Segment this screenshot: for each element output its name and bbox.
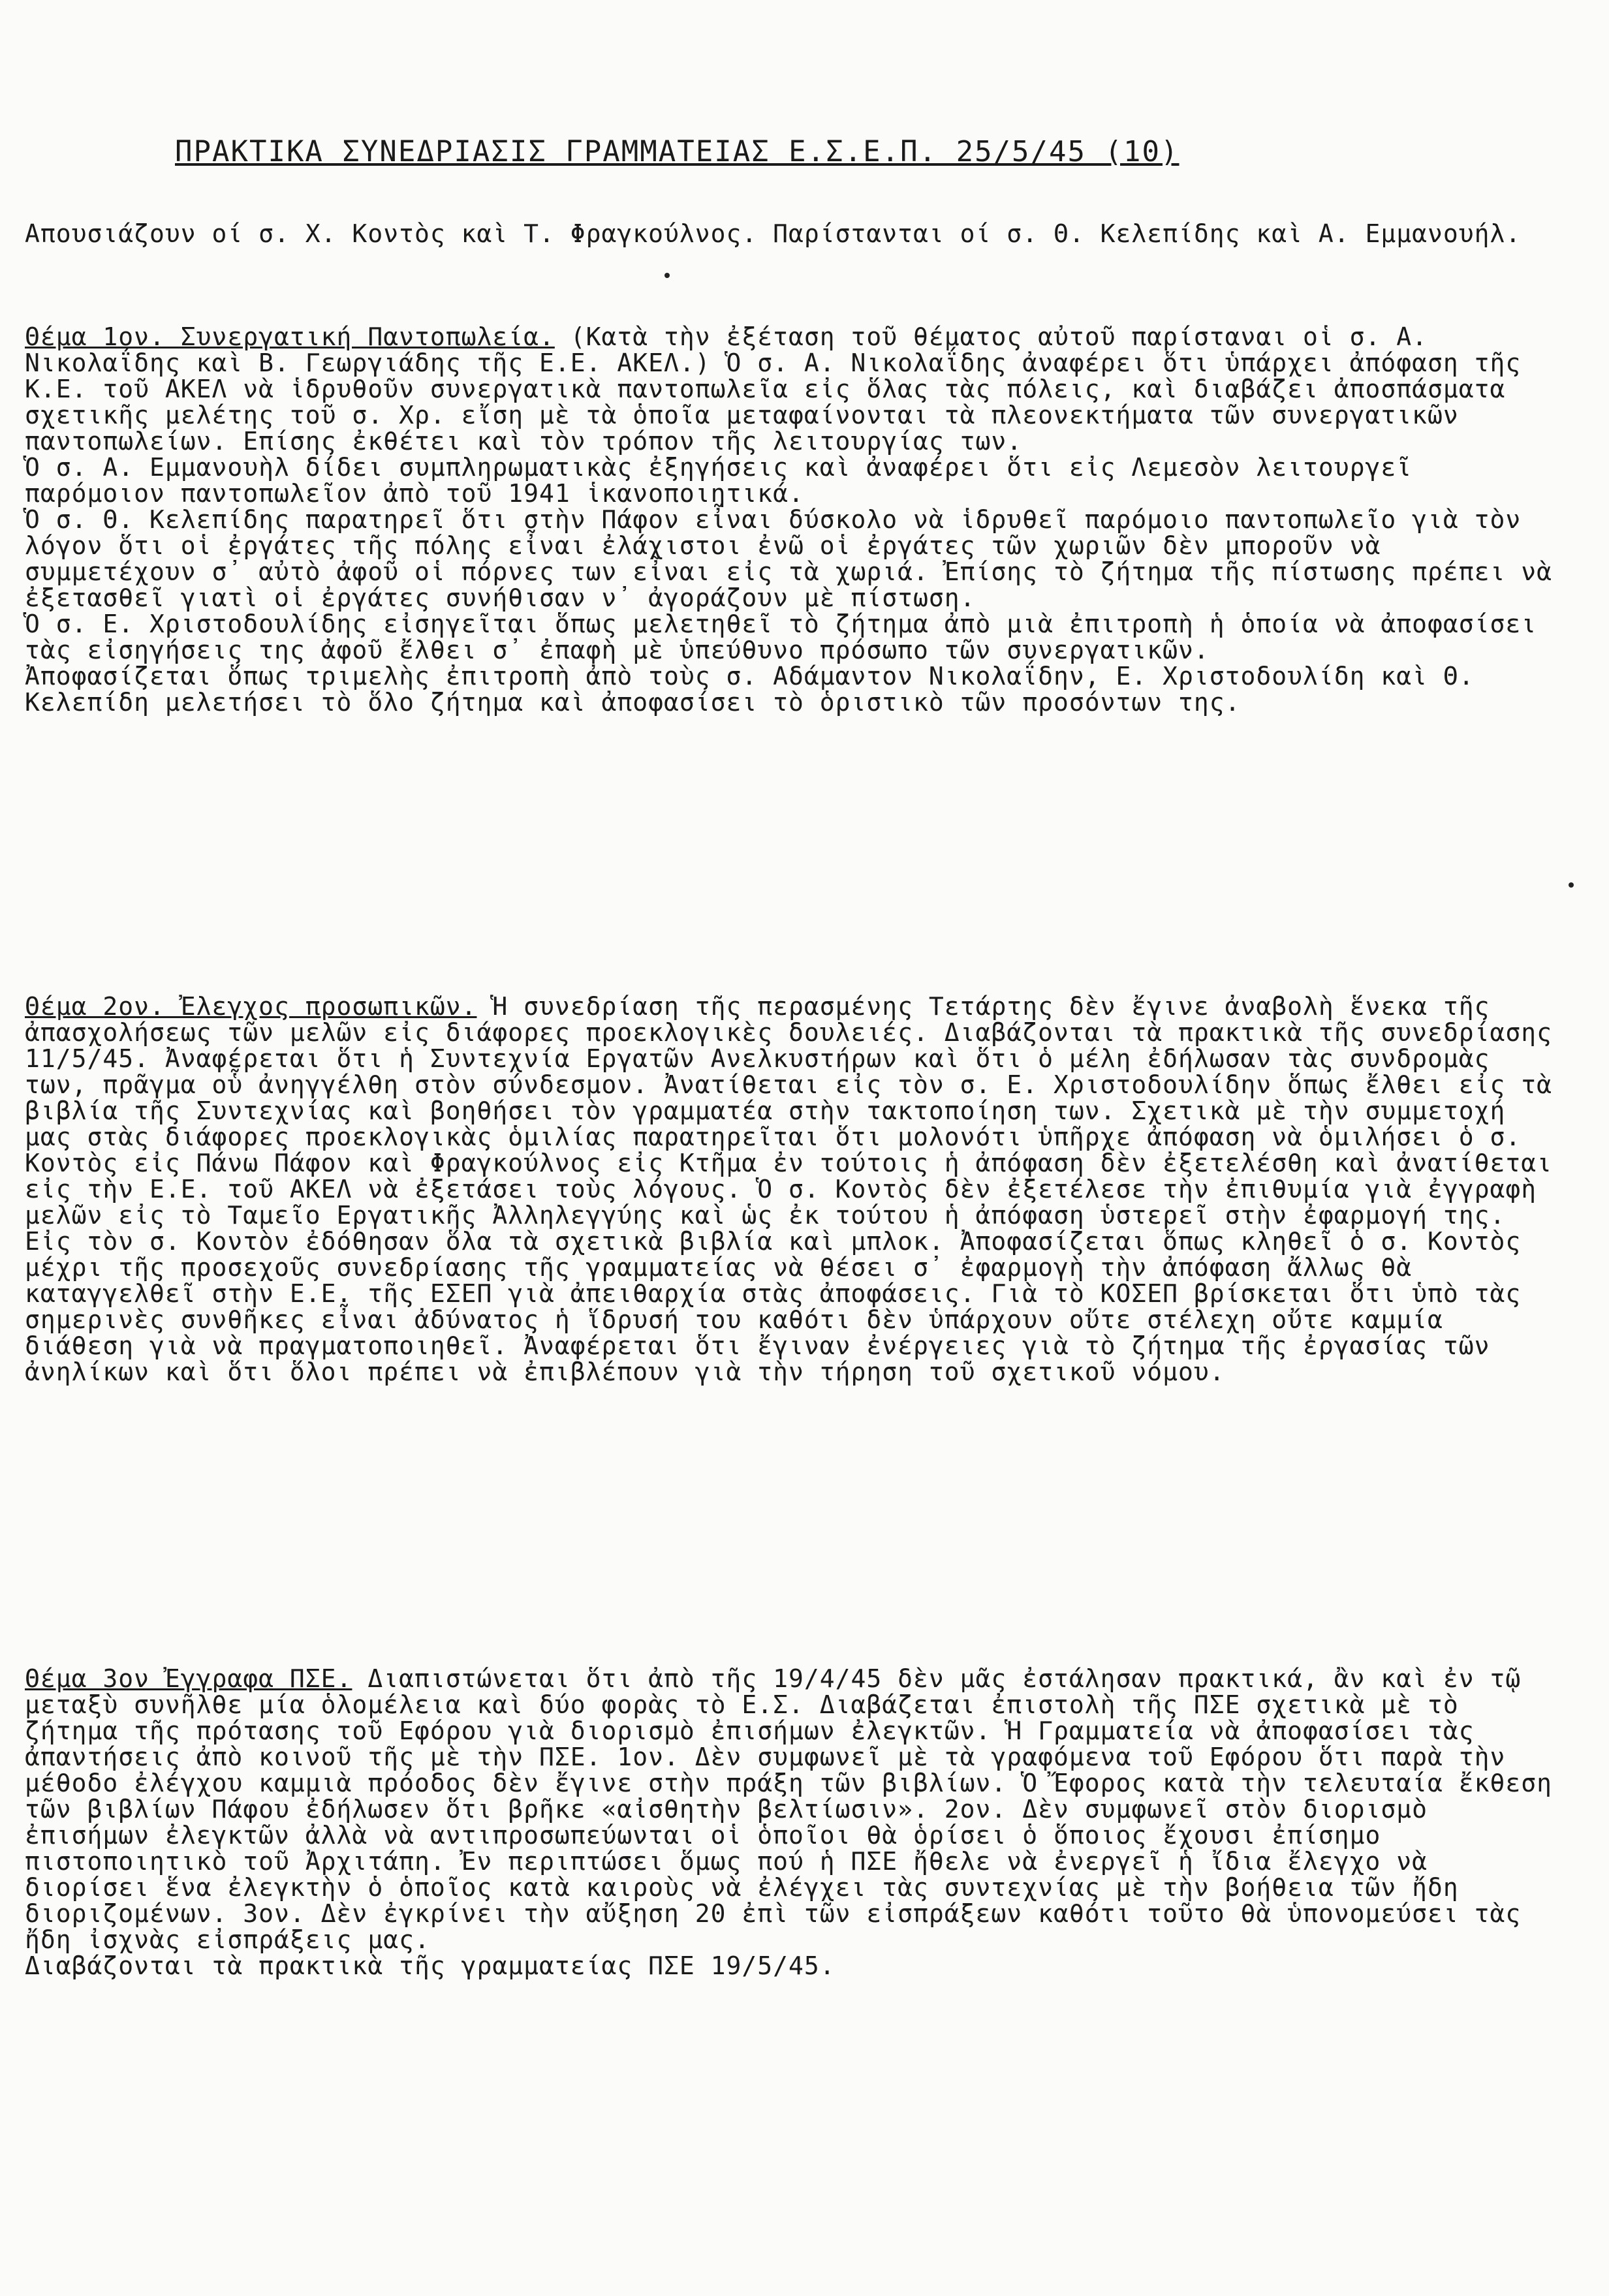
item1-heading: Θέμα 1ον. Συνεργατική Παντοπωλεία. bbox=[25, 322, 555, 351]
intro-paragraph: Απουσιάζουν οί σ. Χ. Κοντὸς καὶ Τ. Φραγκούλνος. Παρίστανται οί σ. Θ. Κελεπίδης καὶ Α. Εμμανουήλ. bbox=[25, 219, 1522, 248]
item2-text: Ἡ συνεδρίαση τῆς περασμένης Τετάρτης δὲν ἔγινε ἀναβολὴ ἕνεκα τῆς ἀπασχολήσεως τῶν μελῶν εἰς διάφορες προεκλογικὲς δουλειές. Διαβάζονται τὰ πρακτικὰ τῆς συνεδρίασης 11/5/45. Ἀναφέρεται ὅτι ἡ Συντεχνία Εργατῶν Ανελκυστήρων καὶ ὅτι ὁ μέλη ἐδήλωσαν τὰς συνδρομὰς των, πρᾶγμα οὗ ἀνηγγέλθη στὸν σύνδεσμον. Ἀνατίθεται εἰς τὸν σ. Ε. Χριστοδουλίδην ὅπως ἔλθει εἰς τὰ βιβλία τῆς Συντεχνίας καὶ βοηθήσει τὸν γραμματέα στὴν τακτοποίηση των. Σχετικὰ μὲ τὴν συμμετοχή μας στὰς διάφορες προεκλογικὰς ὁμιλίας παρατηρεῖται ὅτι μολονότι ὑπῆρχε ἀπόφαση νὰ ὁμιλήσει ὁ σ. Κοντὸς εἰς Πάνω Πάφον καὶ Φραγκούλνος εἰς Κτῆμα ἐν τούτοις ἡ ἀπόφαση δὲν ἐξετελέσθη καὶ ἀνατίθεται εἰς τὴν Ε.Ε. τοῦ ΑΚΕΛ νὰ ἐξετάσει τοὺς λόγους. Ὁ σ. Κοντὸς δὲν ἐξετέλεσε τὴν ἐπιθυμία γιὰ ἐγγραφὴ μελῶν εἰς τὸ Ταμεῖο Εργατικῆς Ἀλληλεγγύης καὶ ὡς ἐκ τούτου ἡ ἀπόφαση ὑστερεῖ στὴν ἐφαρμογή της. Εἰς τὸν σ. Κοντὸν ἐδόθησαν ὅλα τὰ σχετικὰ βιβλία καὶ μπλοκ. Ἀποφασίζεται ὅπως κληθεῖ ὁ σ. Κοντὸς μέχρι τῆς προσεχοῦς συνεδρίασης τῆς γραμματείας νὰ θέσει σ᾽ ἐφαρμογὴ τὴν ἀπόφαση ἄλλως θὰ καταγγελθεῖ στὴν Ε.Ε. τῆς ΕΣΕΠ γιὰ ἀπειθαρχία στὰς ἀποφάσεις. Γιὰ τὸ ΚΟΣΕΠ βρίσκεται ὅτι ὑπὸ τὰς σημερινὲς συνθῆκες εἶναι ἀδύνατος ἡ ἵδρυσή του καθότι δὲν ὑπάρχουν οὔτε στέλεχη οὔτε καμμία διάθεση γιὰ νὰ πραγματοποιηθεῖ. Ἀναφέρεται ὅτι ἔγιναν ἐνέργειες γιὰ τὸ ζήτημα τῆς ἐργασίας τῶν ἀνηλίκων καὶ ὅτι ὅλοι πρέπει νὰ ἐπιβλέπουν γιὰ τὴν τήρηση τοῦ σχετικοῦ νόμου. bbox=[25, 992, 1568, 1386]
item3-text: Διαπιστώνεται ὅτι ἀπὸ τῆς 19/4/45 δὲν μᾶς ἐστάλησαν πρακτικά, ἂν καὶ ἐν τῷ μεταξὺ συνῆλθε μία ὁλομέλεια καὶ δύο φορὰς τὸ Ε.Σ. Διαβάζεται ἐπιστολὴ τῆς ΠΣΕ σχετικὰ μὲ τὸ ζήτημα τῆς πρότασης τοῦ Εφόρου γιὰ διορισμὸ ἐπισήμων ἐλεγκτῶν. Ἡ Γραμματεία νὰ ἀποφασίσει τὰς ἀπαντήσεις ἀπὸ κοινοῦ τῆς μὲ τὴν ΠΣΕ. 1ον. Δὲν συμφωνεῖ μὲ τὰ γραφόμενα τοῦ Εφόρου ὅτι παρὰ τὴν μέθοδο ἐλέγχου καμμιὰ πρόοδος δὲν ἔγινε στὴν πράξη τῶν βιβλίων. Ὁ Ἔφορος κατὰ τὴν τελευταία ἔκθεση τῶν βιβλίων Πάφου ἐδήλωσεν ὅτι βρῆκε «αἰσθητὴν βελτίωσιν». 2ον. Δὲν συμφωνεῖ στὸν διορισμὸ ἐπισήμων ἐλεγκτῶν ἀλλὰ νὰ αντιπροσωπεύωνται οἱ ὁποῖοι θὰ ὁρίσει ὁ ὅποιος ἔχουσι ἐπίσημο πιστοποιητικὸ τοῦ Ἀρχιτάπη. Ἐν περιπτώσει ὅμως πού ἡ ΠΣΕ ἤθελε νὰ ἐνεργεῖ ἡ ἴδια ἔλεγχο νὰ διορίσει ἕνα ἐλεγκτὴν ὁ ὁποῖος κατὰ καιροὺς νὰ ἐλέγχει τὰς συντεχνίας μὲ τὴν βοήθεια τῶν ἤδη διοριζομένων. 3ον. Δὲν ἐγκρίνει τὴν αὔξηση 20 ἐπὶ τῶν εἰσπράξεων καθότι τοῦτο θὰ ὑπονομεύσει τὰς ἤδη ἰσχνὰς εἰσπράξεις μας. Διαβάζονται τὰ πρακτικὰ τῆς γραμματείας ΠΣΕ 19/5/45. bbox=[25, 1664, 1553, 1980]
item1-text: (Κατὰ τὴν ἐξέταση τοῦ θέματος αὐτοῦ παρίσταναι οἱ σ. Α. Νικολαΐδης καὶ Β. Γεωργιάδης τῆς Ε.Ε. ΑΚΕΛ.) Ὁ σ. Α. Νικολαΐδης ἀναφέρει ὅτι ὑπάρχει ἀπόφαση τῆς Κ.Ε. τοῦ ΑΚΕΛ νὰ ἱδρυθοῦν συνεργατικὰ παντοπωλεῖα εἰς ὅλας τὰς πόλεις, καὶ διαβάζει ἀποσπάσματα σχετικῆς μελέτης τοῦ σ. Χρ. εἴση μὲ τὰ ὁποῖα μεταφαίνονται τὰ πλεονεκτήματα τῶν συνεργατικῶν παντοπωλείων. Επίσης ἐκθέτει καὶ τὸν τρόπον τῆς λειτουργίας των. Ὁ σ. Α. Εμμανουὴλ δίδει συμπληρωματικὰς ἐξηγήσεις καὶ ἀναφέρει ὅτι εἰς Λεμεσὸν λειτουργεῖ παρόμοιον παντοπωλεῖον ἀπὸ τοῦ 1941 ἱκανοποιητικά. Ὁ σ. Θ. Κελεπίδης παρατηρεῖ ὅτι στὴν Πάφον εἶναι δύσκολο νὰ ἱδρυθεῖ παρόμοιο παντοπωλεῖο γιὰ τὸν λόγον ὅτι οἱ ἐργάτες τῆς πόλης εἶναι ἐλάχιστοι ἐνῶ οἱ ἐργάτες τῶν χωριῶν δὲν μποροῦν νὰ συμμετέχουν σ᾽ αὐτὸ ἀφοῦ οἱ πόρνες των εἶναι εἰς τὰ χωριά. Ἐπίσης τὸ ζήτημα τῆς πίστωσης πρέπει νὰ ἐξετασθεῖ γιατὶ οἱ ἐργάτες συνήθισαν ν᾽ ἀγοράζουν μὲ πίστωση. Ὁ σ. Ε. Χριστοδουλίδης εἰσηγεῖται ὅπως μελετηθεῖ τὸ ζήτημα ἀπὸ μιὰ ἐπιτροπὴ ἡ ὁποία νὰ ἀποφασίσει τὰς εἰσηγήσεις της ἀφοῦ ἔλθει σ᾽ ἐπαφὴ μὲ ὑπεύθυνο πρόσωπο τῶν συνεργατικῶν. Ἀποφασίζεται ὅπως τριμελὴς ἐπιτροπὴ ἀπὸ τοὺς σ. Αδάμαντον Νικολαΐδην, Ε. Χριστοδουλίδη καὶ Θ. Κελεπίδη μελετήσει τὸ ὅλο ζήτημα καὶ ἀποφασίσει τὸ ὁριστικὸ τῶν προσόντων της. bbox=[25, 322, 1553, 717]
item2-paragraph bbox=[25, 992, 1568, 1386]
item1-paragraph bbox=[25, 324, 1565, 715]
item3-heading: Θέμα 3ον Ἐγγραφα ΠΣΕ. bbox=[25, 1664, 352, 1693]
item3-paragraph bbox=[25, 1666, 1565, 1979]
ink-dot-mark bbox=[1569, 882, 1574, 888]
document-title: ΠΡΑΚΤΙΚΑ ΣΥΝΕΔΡΙΑΣΙΣ ΓΡΑΜΜΑΤΕΙΑΣ Ε.Σ.Ε.Π. 25/5/45 (10) bbox=[175, 135, 1179, 168]
item2-heading: Θέμα 2ον. Ἐλεγχος προσωπικῶν. bbox=[25, 992, 477, 1021]
ink-dot-mark bbox=[664, 273, 670, 278]
